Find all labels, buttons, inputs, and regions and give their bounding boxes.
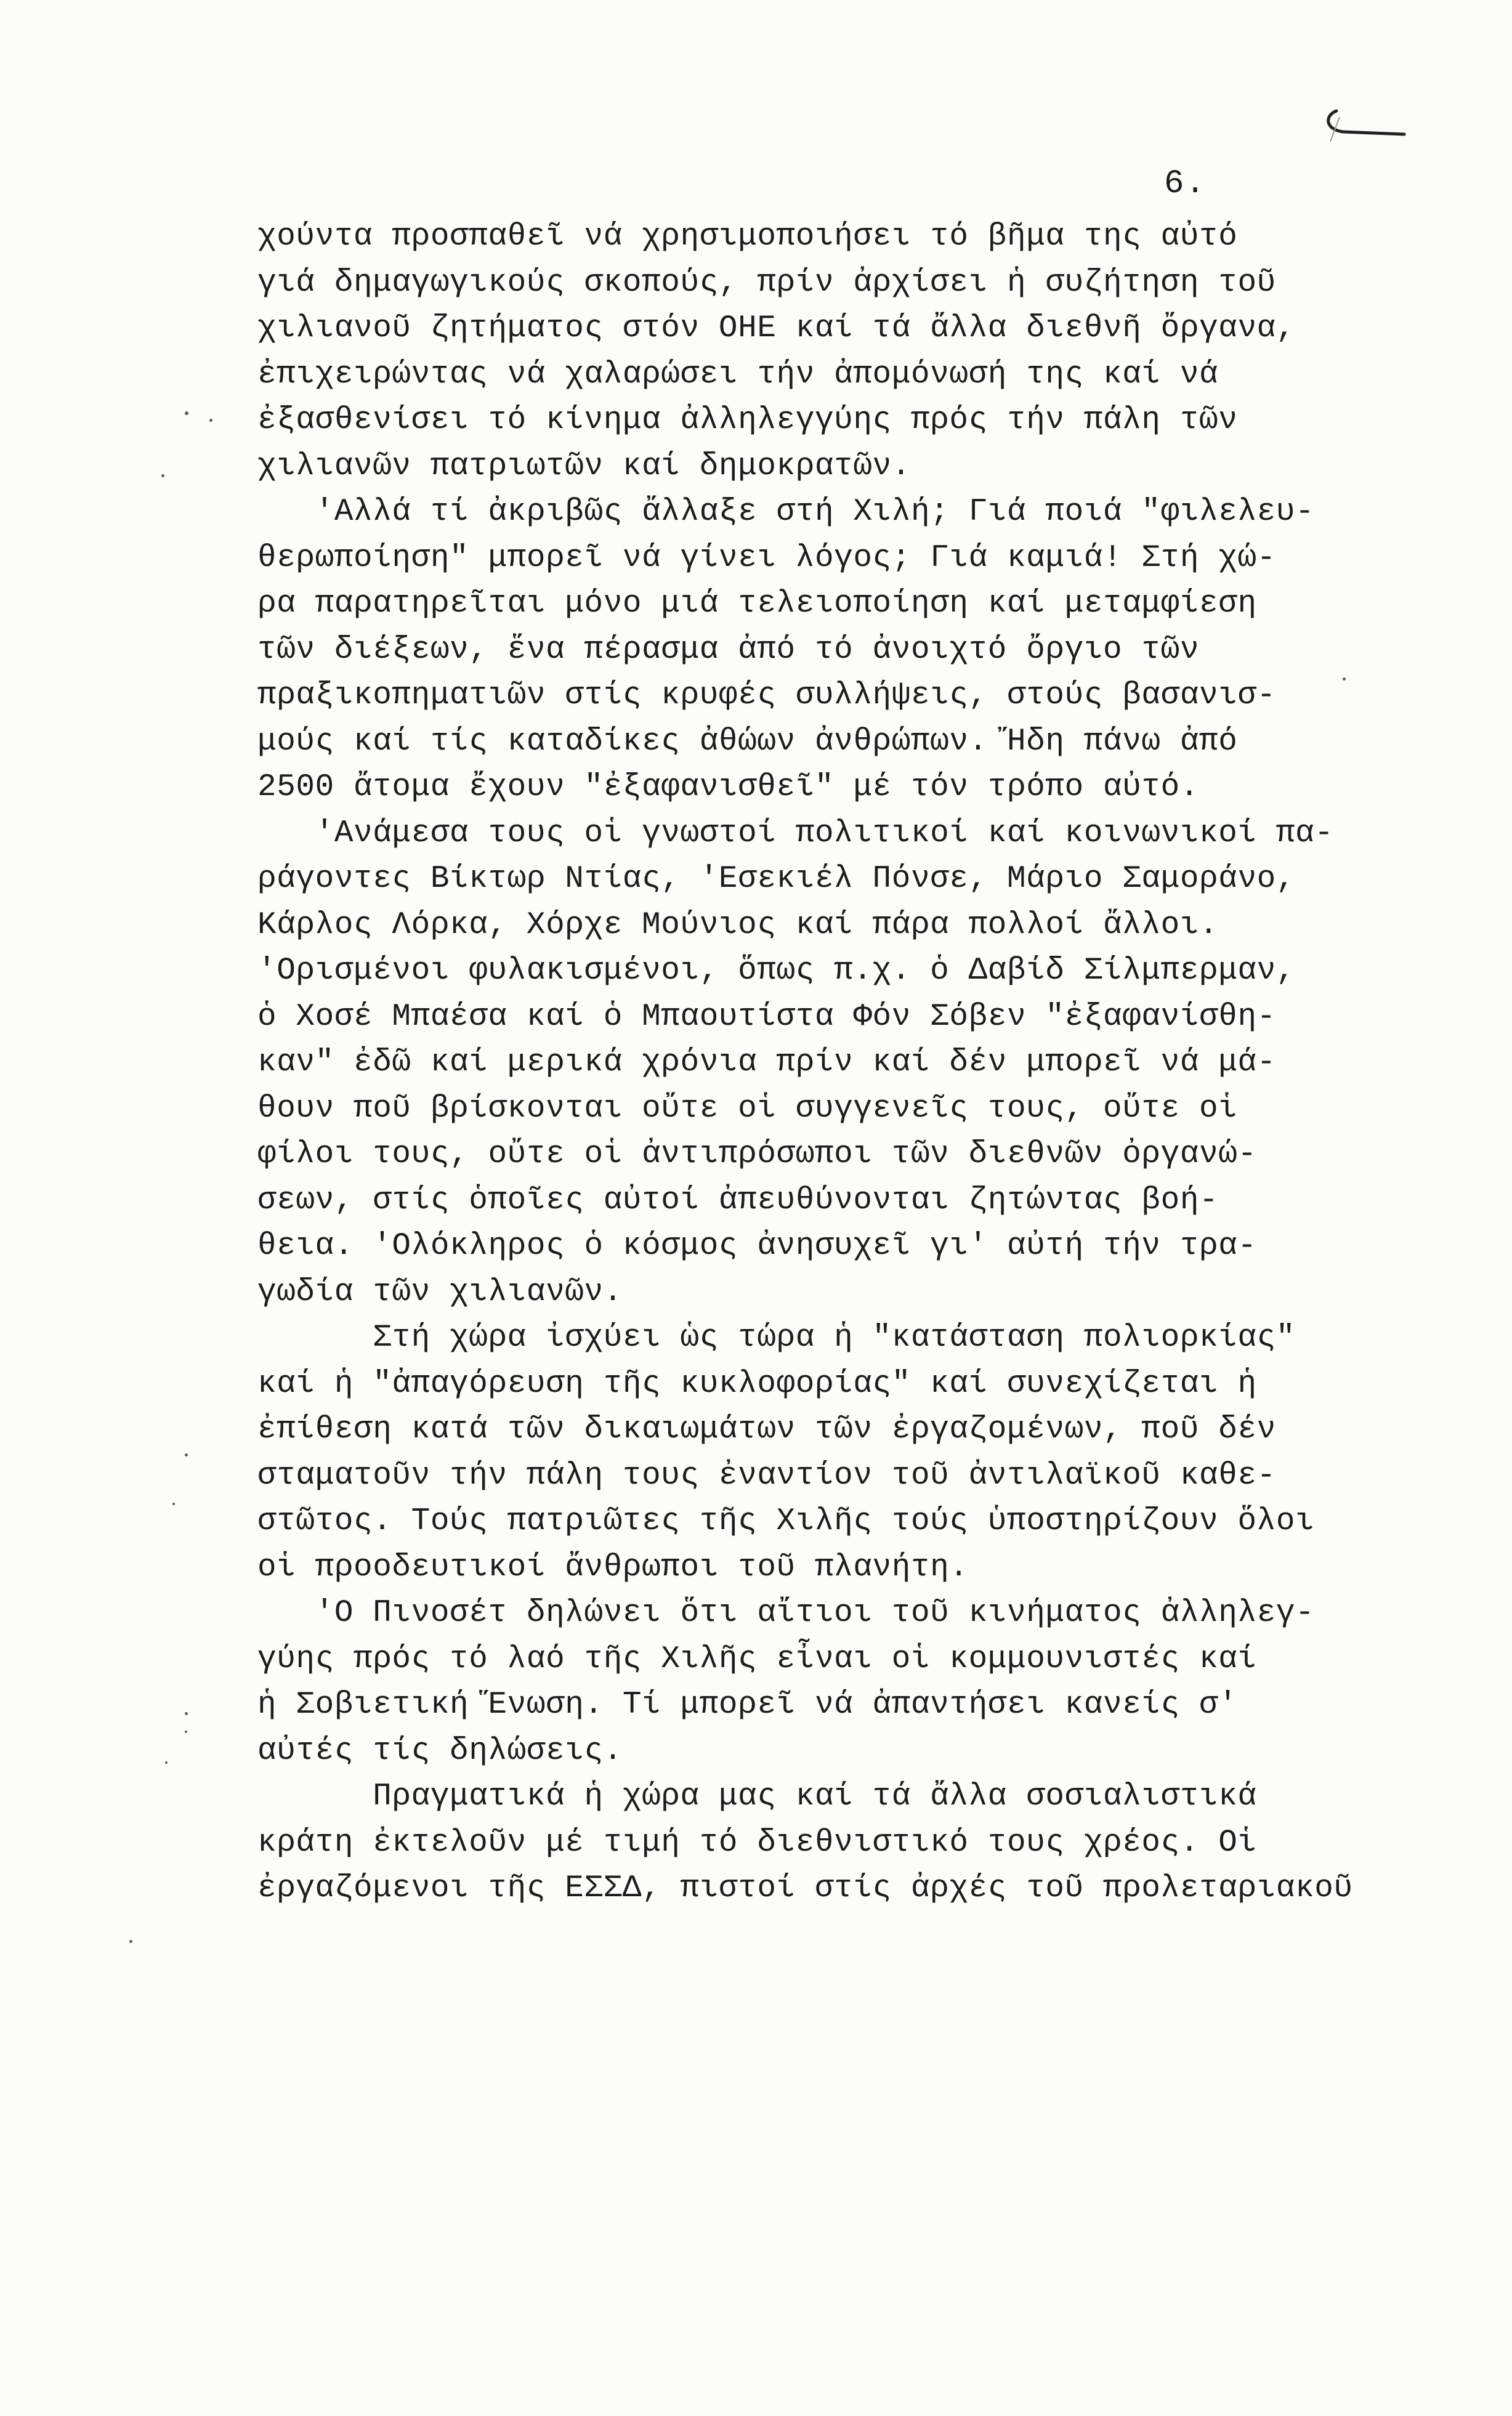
text-line: φίλοι τους, οὔτε οἱ ἀντιπρόσωποι τῶν διεθνῶν ὀργανώ- — [257, 1137, 1257, 1172]
text-line: 2500 ἄτομα ἔχουν "ἐξαφανισθεῖ" μέ τόν τρόπο αὐτό. — [257, 770, 1200, 805]
text-line: 'Αλλά τί ἀκριβῶς ἄλλαξε στή Χιλή; Γιά ποιά "φιλελευ- — [257, 495, 1315, 530]
text-line: γωδία τῶν χιλιανῶν. — [257, 1274, 623, 1310]
text-line: θουν ποῦ βρίσκονται οὔτε οἱ συγγενεῖς τους, οὔτε οἱ — [257, 1091, 1238, 1126]
text-line: ρα παρατηρεῖται μόνο μιά τελειοποίηση καί μεταμφίεση — [257, 586, 1257, 621]
text-line: κράτη ἐκτελοῦν μέ τιμή τό διεθνιστικό τους χρέος. Οἱ — [257, 1825, 1257, 1860]
text-line: 'Ο Πινοσέτ δηλώνει ὅτι αἴτιοι τοῦ κινήματος ἀλληλεγ- — [257, 1596, 1315, 1631]
text-line: χούντα προσπαθεῖ νά χρησιμοποιήσει τό βῆμα της αὐτό — [257, 219, 1238, 254]
text-line: γιά δημαγωγικούς σκοπούς, πρίν ἀρχίσει ἡ συζήτηση τοῦ — [257, 265, 1276, 301]
scan-speck — [129, 1940, 132, 1943]
text-line: πραξικοπηματιῶν στίς κρυφές συλλήψεις, στούς βασανισ- — [257, 678, 1276, 713]
text-line: 'Ορισμένοι φυλακισμένοι, ὅπως π.χ. ὁ Δαβίδ Σίλμπερμαν, — [257, 953, 1296, 988]
text-line: ὁ Χοσέ Μπαέσα καί ὁ Μπαουτίστα Φόν Σόβεν "ἐξαφανίσθη- — [257, 999, 1276, 1035]
text-line: Πραγματικά ἡ χώρα μας καί τά ἄλλα σοσιαλιστικά — [257, 1779, 1257, 1814]
text-line: μούς καί τίς καταδίκες ἀθώων ἀνθρώπων. Ἤδη πάνω ἀπό — [257, 724, 1238, 759]
text-line: οἱ προοδευτικοί ἄνθρωποι τοῦ πλανήτη. — [257, 1549, 969, 1585]
text-line: Στή χώρα ἰσχύει ὡς τώρα ἡ "κατάσταση πολιορκίας" — [257, 1320, 1296, 1355]
text-line: θεια. 'Ολόκληρος ὁ κόσμος ἀνησυχεῖ γι' αὐτή τήν τρα- — [257, 1229, 1257, 1264]
text-line: ἐργαζόμενοι τῆς ΕΣΣΔ, πιστοί στίς ἀρχές τοῦ προλεταριακοῦ — [257, 1871, 1353, 1906]
scan-speck — [185, 1712, 188, 1715]
scan-speck — [165, 1761, 168, 1764]
scan-speck — [209, 419, 212, 422]
text-line: ἐξασθενίσει τό κίνημα ἀλληλεγγύης πρός τήν πάλη τῶν — [257, 403, 1238, 438]
text-line: θερωποίηση" μπορεῖ νά γίνει λόγος; Γιά καμιά! Στή χώ- — [257, 540, 1276, 576]
body-text — [257, 214, 1366, 1912]
scan-speck — [172, 1503, 175, 1505]
scan-speck — [185, 1453, 188, 1456]
text-line: 'Ανάμεσα τους οἱ γνωστοί πολιτικοί καί κοινωνικοί πα- — [257, 815, 1334, 851]
text-line: σταματοῦν τήν πάλη τους ἐναντίον τοῦ ἀντιλαϊκοῦ καθε- — [257, 1458, 1276, 1493]
text-line: Κάρλος Λόρκα, Χόρχε Μούνιος καί πάρα πολλοί ἄλλοι. — [257, 907, 1219, 943]
scan-speck — [1343, 677, 1346, 681]
text-line: αὐτές τίς δηλώσεις. — [257, 1733, 623, 1769]
text-line: στῶτος. Τούς πατριῶτες τῆς Χιλῆς τούς ὑποστηρίζουν ὅλοι — [257, 1504, 1315, 1539]
text-line: τῶν διέξεων, ἕνα πέρασμα ἀπό τό ἀνοιχτό ὄργιο τῶν — [257, 632, 1200, 668]
scan-speck — [185, 1731, 187, 1733]
pen-mark — [1318, 105, 1410, 142]
text-line: χιλιανῶν πατριωτῶν καί δημοκρατῶν. — [257, 448, 911, 484]
scan-speck — [185, 411, 188, 415]
scan-speck — [161, 474, 164, 477]
text-line: καί ἡ "ἀπαγόρευση τῆς κυκλοφορίας" καί συνεχίζεται ἡ — [257, 1366, 1257, 1402]
text-line: ἡ Σοβιετική Ἕνωση. Τί μπορεῖ νά ἀπαντήσει κανείς σ' — [257, 1687, 1238, 1723]
text-line: ράγοντες Βίκτωρ Ντίας, 'Εσεκιέλ Πόνσε, Μάριο Σαμοράνο, — [257, 862, 1296, 897]
text-line: σεων, στίς ὁποῖες αὐτοί ἀπευθύνονται ζητώντας βοή- — [257, 1182, 1219, 1218]
page-number: 6. — [1164, 165, 1207, 203]
text-line: χιλιανοῦ ζητήματος στόν ΟΗΕ καί τά ἄλλα διεθνῆ ὄργανα, — [257, 311, 1296, 346]
text-line: ἐπιχειρώντας νά χαλαρώσει τήν ἀπομόνωσή της καί νά — [257, 357, 1219, 392]
text-line: ἐπίθεση κατά τῶν δικαιωμάτων τῶν ἐργαζομένων, ποῦ δέν — [257, 1412, 1276, 1447]
text-line: καν" ἐδῶ καί μερικά χρόνια πρίν καί δέν μπορεῖ νά μά- — [257, 1045, 1276, 1080]
text-line: γύης πρός τό λαό τῆς Χιλῆς εἶναι οἱ κομμουνιστές καί — [257, 1641, 1257, 1677]
